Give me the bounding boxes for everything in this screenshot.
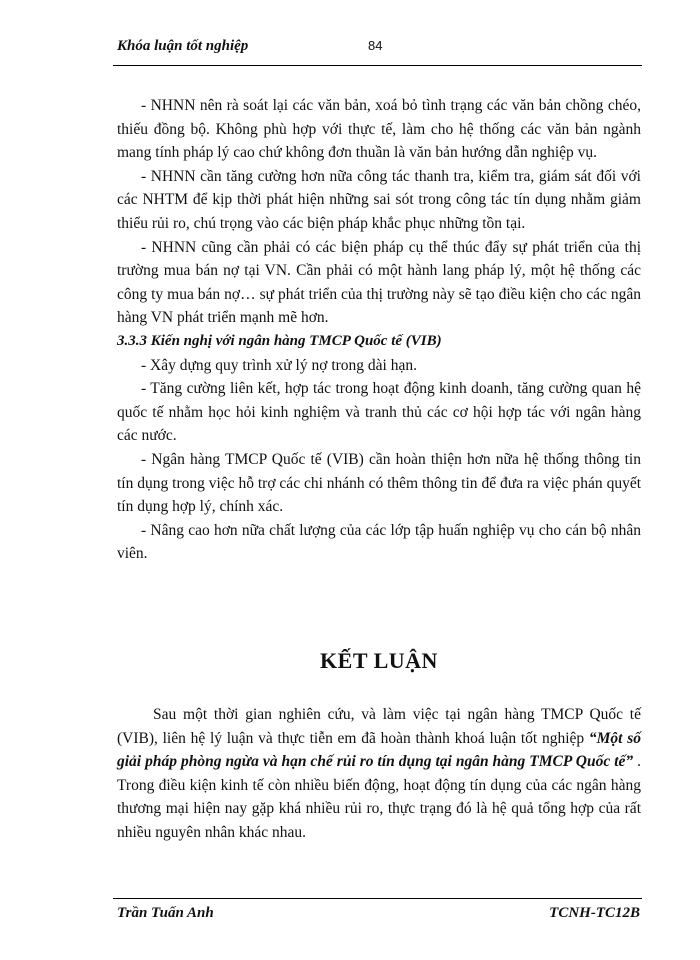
conclusion-paragraph <box>117 703 641 845</box>
page-number: 84 <box>368 38 383 53</box>
footer-author: Trần Tuấn Anh <box>117 905 214 921</box>
section-heading: 3.3.3 Kiến nghị với ngân hàng TMCP Quốc tế (VIB) <box>117 332 442 349</box>
section-item-4: - Nâng cao hơn nữa chất lượng của các lớp tập huấn nghiệp vụ cho cán bộ nhân viên. <box>117 521 641 563</box>
paragraph-1: - NHNN nên rà soát lại các văn bản, xoá bỏ tình trạng các văn bản chồng chéo, thiếu đồng bộ. Không phù hợp với thực tế, làm cho hệ thống các văn bản ngành mang tính pháp lý cao chứ không đơn thuần là văn bản hướng dẫn nghiệp vụ. <box>117 97 641 162</box>
footer-divider <box>113 898 642 899</box>
header-divider <box>113 65 642 66</box>
section-item-3: - Ngân hàng TMCP Quốc tế (VIB) cần hoàn thiện hơn nữa hệ thống thông tin tín dụng trong việc hỗ trợ các chi nhánh có thêm thông tin để đưa ra việc phán quyết tín dụng hợp lý, chính xác. <box>117 450 641 516</box>
conclusion-intro: Sau một thời gian nghiên cứu, và làm việc tại ngân hàng TMCP Quốc tế (VIB), liên hệ lý luận và thực tiễn em đã hoàn thành khoá luận tốt nghiệp <box>117 706 641 747</box>
section-item-2: - Tăng cường liên kết, hợp tác trong hoạt động kinh doanh, tăng cường quan hệ quốc tế nhằm học hỏi kinh nghiệm và tranh thủ các cơ hội hợp tác với ngân hàng các nước. <box>117 380 641 445</box>
conclusion-body <box>117 703 641 845</box>
paragraph-3: - NHNN cũng cần phải có các biện pháp cụ thể thúc đẩy sự phát triển của thị trường mua bán nợ tại VN. Cần phải có một hành lang pháp lý, một hệ thống các công ty mua bán nợ… sự phát triển của thị trường này sẽ tạo điều kiện cho các ngân hàng VN phát triển mạnh mẽ hơn. <box>117 238 641 327</box>
conclusion-title: KẾT LUẬN <box>320 648 438 673</box>
section-item-1: - Xây dựng quy trình xử lý nợ trong dài hạn. <box>141 356 417 374</box>
thesis-title: “Một số giải pháp phòng ngừa và hạn chế rủi ro tín dụng tại ngân hàng TMCP Quốc tế” <box>117 729 641 771</box>
page-header <box>117 38 637 62</box>
body-text <box>117 94 641 566</box>
paragraph-2: - NHNN cần tăng cường hơn nữa công tác thanh tra, kiểm tra, giám sát đối với các NHTM để kịp thời phát hiện những sai sót trong công tác tín dụng nhằm giảm thiểu rủi ro, chú trọng vào các biện pháp khắc phục những tồn tại. <box>117 167 641 232</box>
footer-code: TCNH-TC12B <box>549 905 640 921</box>
conclusion-rest: . Trong điều kiện kinh tế còn nhiều biến động, hoạt động tín dụng của các ngân hàng thương mại hiện nay gặp khá nhiều rủi ro, thực trạng đó là hệ quả tổng hợp của rất nhiều nguyên nhân khác nhau. <box>117 753 641 841</box>
header-title: Khóa luận tốt nghiệp <box>117 38 249 54</box>
